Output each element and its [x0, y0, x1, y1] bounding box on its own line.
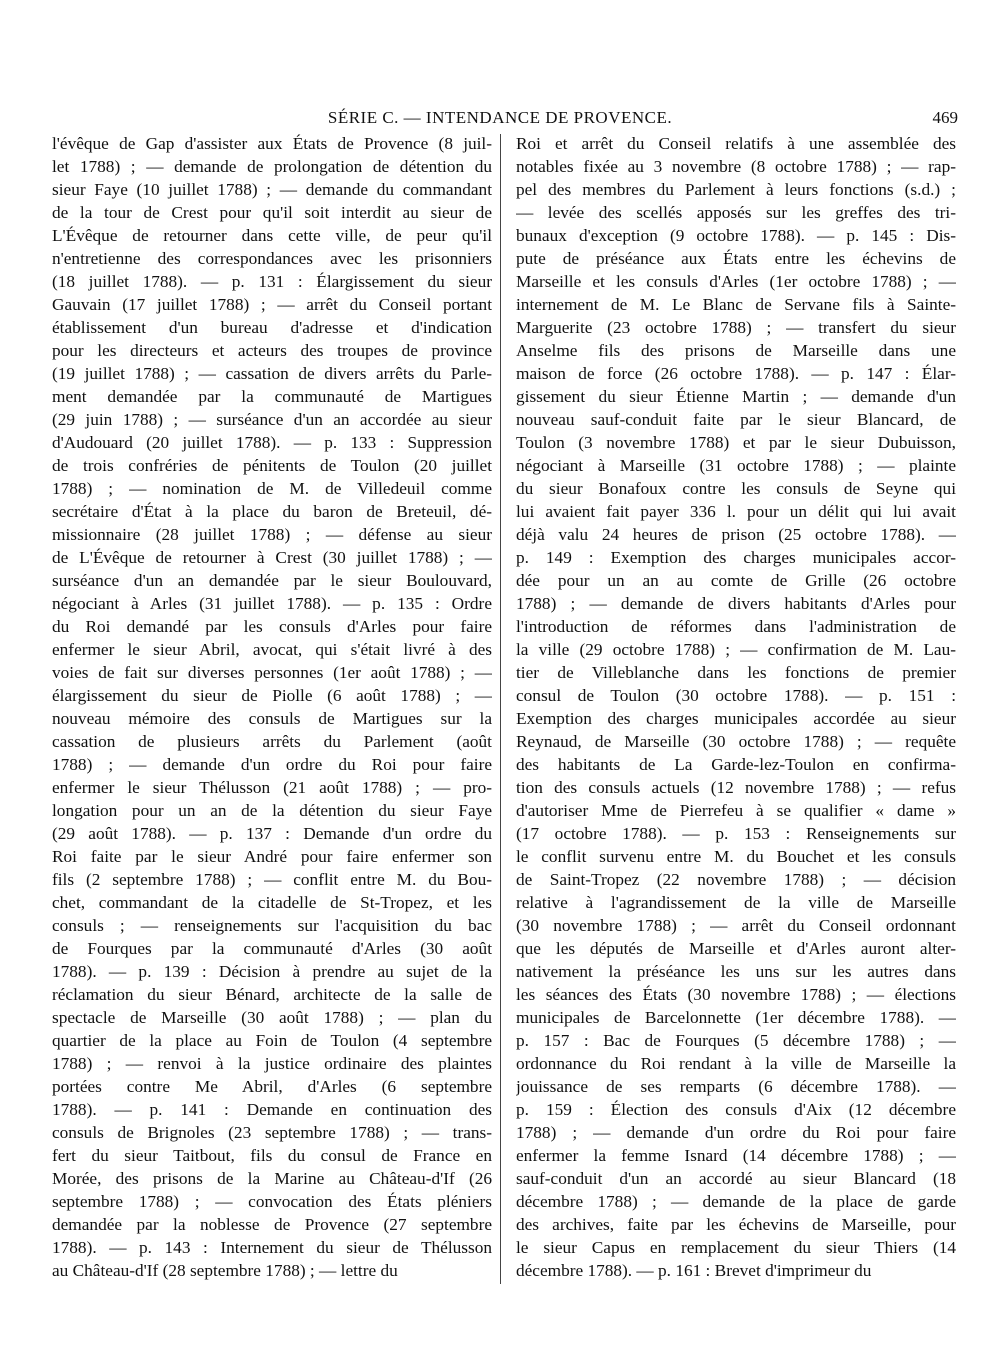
text-line: portées contre Me Abril, d'Arles (6 septembre: [52, 1077, 492, 1096]
column-divider: [500, 134, 501, 1284]
text-line: de L'Évêque de retourner à Crest (30 juillet 1788) ; —: [52, 548, 492, 567]
text-line: au Château-d'If (28 septembre 1788) ; — lettre du: [52, 1261, 398, 1280]
text-line: l'évêque de Gap d'assister aux États de Provence (8 juil-: [52, 134, 492, 153]
text-line: 1788). — p. 141 : Demande en continuation des: [52, 1100, 492, 1119]
text-line: 1788). — p. 143 : Internement du sieur de Thélusson: [52, 1238, 492, 1257]
text-line: élargissement du sieur de Piolle (6 août 1788) ; —: [52, 686, 492, 705]
text-line: longation pour un an de la détention du sieur Faye: [52, 801, 492, 820]
text-line: Reynaud, de Marseille (30 octobre 1788) ; — requête: [516, 732, 956, 751]
running-title: SÉRIE C. — INTENDANCE DE PROVENCE.: [327, 108, 673, 127]
text-line: pour les directeurs et acteurs des troupes de province: [52, 341, 492, 360]
text-line: négociant à Arles (31 juillet 1788). — p. 135 : Ordre: [52, 594, 492, 613]
text-line: le conflit survenu entre M. du Bouchet et les consuls: [516, 847, 956, 866]
text-line: notables fixée au 3 novembre (8 octobre 1788) ; — rap-: [516, 157, 956, 176]
text-line: décembre 1788). — p. 161 : Brevet d'imprimeur du: [516, 1261, 872, 1280]
text-line: décembre 1788) ; — demande de la place de garde: [516, 1192, 956, 1211]
text-line: Gauvain (17 juillet 1788) ; — arrêt du Conseil portant: [52, 295, 492, 314]
text-line: 1788) ; — demande d'un ordre du Roi pour faire: [516, 1123, 956, 1142]
text-line: Exemption des charges municipales accordée au sieur: [516, 709, 956, 728]
text-line: de la tour de Crest pour qu'il soit interdit au sieur de: [52, 203, 492, 222]
right-column: [516, 132, 956, 1282]
text-line: let 1788) ; — demande de prolongation de détention du: [52, 157, 492, 176]
text-line: tier de Villeblanche dans les fonctions de premier: [516, 663, 956, 682]
text-line: établissement d'un bureau d'adresse et d'indication: [52, 318, 492, 337]
text-line: municipales de Barcelonnette (1er décembre 1788). —: [516, 1008, 956, 1027]
text-line: d'autoriser Mme de Pierrefeu à se qualifier « dame »: [516, 801, 956, 820]
text-line: consuls de Brignoles (23 septembre 1788) ; — trans-: [52, 1123, 492, 1142]
text-line: surséance d'un an demandée par le sieur Boulouvard,: [52, 571, 492, 590]
text-line: du Roi demandé par les consuls d'Arles pour faire: [52, 617, 492, 636]
text-line: jouissance de ses remparts (6 décembre 1788). —: [516, 1077, 956, 1096]
text-line: Marguerite (23 octobre 1788) ; — transfert du sieur: [516, 318, 956, 337]
text-line: quartier de la place au Foin de Toulon (4 septembre: [52, 1031, 492, 1050]
text-line: déjà valu 24 heures de prison (25 octobre 1788). —: [516, 525, 956, 544]
text-line: fils (2 septembre 1788) ; — conflit entre M. du Bou-: [52, 870, 492, 889]
text-line: p. 159 : Élection des consuls d'Aix (12 décembre: [516, 1100, 956, 1119]
text-line: fert du sieur Taitbout, fils du consul de France en: [52, 1146, 492, 1165]
text-line: nouveau mémoire des consuls de Martigues sur la: [52, 709, 492, 728]
page-number: 469: [932, 108, 958, 127]
text-line: 1788). — p. 139 : Décision à prendre au sujet de la: [52, 962, 492, 981]
text-line: de Fourques par la communauté d'Arles (30 août: [52, 939, 492, 958]
text-line: (29 juin 1788) ; — surséance d'un an accordée au sieur: [52, 410, 492, 429]
text-line: L'Évêque de retourner dans cette ville, de peur qu'il: [52, 226, 492, 245]
text-line: 1788) ; — renvoi à la justice ordinaire des plaintes: [52, 1054, 492, 1073]
text-line: maison de force (26 octobre 1788). — p. 147 : Élar-: [516, 364, 956, 383]
text-line: la ville (29 octobre 1788) ; — confirmation de M. Lau-: [516, 640, 956, 659]
text-line: bunaux d'exception (9 octobre 1788). — p. 145 : Dis-: [516, 226, 956, 245]
text-line: Marseille et les consuls d'Arles (1er octobre 1788) ; —: [516, 272, 956, 291]
text-line: les séances des États (30 novembre 1788) ; — élections: [516, 985, 956, 1004]
text-line: p. 157 : Bac de Fourques (5 décembre 1788) ; —: [516, 1031, 956, 1050]
text-line: ment demandée par la communauté de Martigues: [52, 387, 492, 406]
text-line: chet, commandant de la citadelle de St-Tropez, et les: [52, 893, 492, 912]
text-line: spectacle de Marseille (30 août 1788) ; — plan du: [52, 1008, 492, 1027]
text-line: Toulon (3 novembre 1788) et par le sieur Dubuisson,: [516, 433, 956, 452]
text-line: pute de préséance aux États entre les échevins de: [516, 249, 956, 268]
text-line: consuls ; — renseignements sur l'acquisition du bac: [52, 916, 492, 935]
text-line: Anselme fils des prisons de Marseille dans une: [516, 341, 956, 360]
text-line: (19 juillet 1788) ; — cassation de divers arrêts du Parle-: [52, 364, 492, 383]
text-line: de trois confréries de pénitents de Toulon (20 juillet: [52, 456, 492, 475]
text-line: sieur Faye (10 juillet 1788) ; — demande du commandant: [52, 180, 492, 199]
text-line: de Saint-Tropez (22 novembre 1788) ; — décision: [516, 870, 956, 889]
text-line: voies de fait sur diverses personnes (1er août 1788) ; —: [52, 663, 492, 682]
text-line: nativement la préséance les uns sur les autres dans: [516, 962, 956, 981]
text-line: missionnaire (28 juillet 1788) ; — défense au sieur: [52, 525, 492, 544]
text-line: (18 juillet 1788). — p. 131 : Élargissement du sieur: [52, 272, 492, 291]
text-line: du sieur Bonafoux contre les consuls de Seyne qui: [516, 479, 956, 498]
text-line: — levée des scellés apposés sur les greffes des tri-: [516, 203, 956, 222]
text-line: demandée par la noblesse de Provence (27 septembre: [52, 1215, 492, 1234]
text-line: enfermer le sieur Thélusson (21 août 1788) ; — pro-: [52, 778, 492, 797]
text-line: dée pour un an au comte de Grille (26 octobre: [516, 571, 956, 590]
text-line: sauf-conduit d'un an accordé au sieur Blancard (18: [516, 1169, 956, 1188]
text-line: pel des membres du Parlement à leurs fonctions (s.d.) ;: [516, 180, 956, 199]
text-line: enfermer le sieur Abril, avocat, qui s'était livré à des: [52, 640, 492, 659]
text-line: 1788) ; — nomination de M. de Villedeuil comme: [52, 479, 492, 498]
text-line: n'entretienne des correspondances avec les prisonniers: [52, 249, 492, 268]
text-line: que les députés de Marseille et d'Arles auront alter-: [516, 939, 956, 958]
left-column: [52, 132, 492, 1282]
text-line: secrétaire d'État à la place du baron de Breteuil, dé-: [52, 502, 492, 521]
text-line: Morée, des prisons de la Marine au Château-d'If (26: [52, 1169, 492, 1188]
text-line: nouveau sauf-conduit faite par le sieur Blancard, de: [516, 410, 956, 429]
text-line: (17 octobre 1788). — p. 153 : Renseignements sur: [516, 824, 956, 843]
text-line: tion des consuls actuels (12 novembre 1788) ; — refus: [516, 778, 956, 797]
text-line: cassation de plusieurs arrêts du Parlement (août: [52, 732, 492, 751]
text-line: consul de Toulon (30 octobre 1788). — p. 151 :: [516, 686, 956, 705]
running-head: [0, 108, 1000, 130]
text-line: enfermer la femme Isnard (14 décembre 1788) ; —: [516, 1146, 956, 1165]
text-line: Roi et arrêt du Conseil relatifs à une assemblée des: [516, 134, 956, 153]
text-line: (30 novembre 1788) ; — arrêt du Conseil ordonnant: [516, 916, 956, 935]
text-line: relative à l'agrandissement de la ville de Marseille: [516, 893, 956, 912]
text-line: négociant à Marseille (31 octobre 1788) ; — plainte: [516, 456, 956, 475]
text-line: l'introduction de réformes dans l'administration de: [516, 617, 956, 636]
text-line: gissement du sieur Étienne Martin ; — demande d'un: [516, 387, 956, 406]
text-line: 1788) ; — demande d'un ordre du Roi pour faire: [52, 755, 492, 774]
text-line: 1788) ; — demande de divers habitants d'Arles pour: [516, 594, 956, 613]
text-line: le sieur Capus en remplacement du sieur Thiers (14: [516, 1238, 956, 1257]
text-line: internement de M. Le Blanc de Servane fils à Sainte-: [516, 295, 956, 314]
text-line: des archives, faite par les échevins de Marseille, pour: [516, 1215, 956, 1234]
text-line: lui avaient fait payer 336 l. pour un délit qui lui avait: [516, 502, 956, 521]
text-line: des habitants de La Garde-lez-Toulon en confirma-: [516, 755, 956, 774]
text-line: (29 août 1788). — p. 137 : Demande d'un ordre du: [52, 824, 492, 843]
text-line: p. 149 : Exemption des charges municipales accor-: [516, 548, 956, 567]
text-line: réclamation du sieur Bénard, architecte de la salle de: [52, 985, 492, 1004]
text-line: Roi faite par le sieur André pour faire enfermer son: [52, 847, 492, 866]
text-line: septembre 1788) ; — convocation des États pléniers: [52, 1192, 492, 1211]
text-line: d'Audouard (20 juillet 1788). — p. 133 : Suppression: [52, 433, 492, 452]
text-line: ordonnance du Roi rendant à la ville de Marseille la: [516, 1054, 956, 1073]
